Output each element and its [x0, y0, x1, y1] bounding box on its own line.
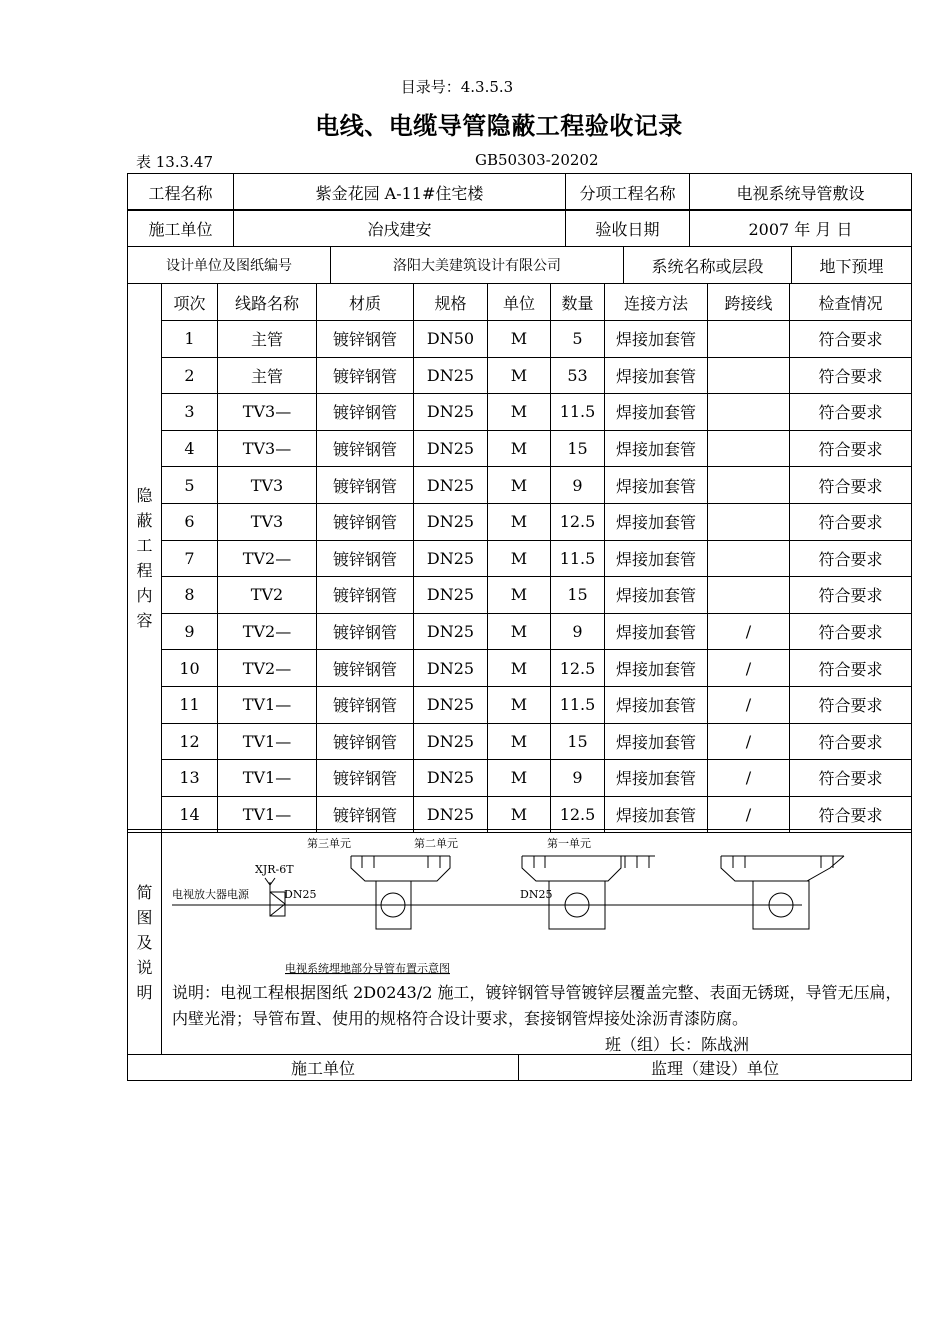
unit-cell: M [488, 760, 551, 797]
spec-cell: DN50 [414, 321, 488, 358]
quantity-cell: 9 [551, 467, 605, 504]
connection-cell: 焊接加套管 [605, 613, 708, 650]
jumper-cell: / [708, 613, 790, 650]
page-title: 电线、电缆导管隐蔽工程验收记录 [315, 111, 683, 140]
check-result-cell: 符合要求 [790, 503, 912, 540]
connection-cell: 焊接加套管 [605, 686, 708, 723]
check-result-cell: 符合要求 [790, 540, 912, 577]
spec-cell: DN25 [414, 613, 488, 650]
project-name-value: 紫金花园 A-11#住宅楼 [234, 174, 566, 211]
row-no-cell: 1 [162, 321, 218, 358]
unit-cell: M [488, 650, 551, 687]
building-unit3 [351, 856, 450, 929]
line-name-cell: 主管 [218, 321, 317, 358]
line-name-cell: TV1— [218, 686, 317, 723]
jumper-cell [708, 430, 790, 467]
spec-cell: DN25 [414, 760, 488, 797]
line-name-cell: TV2— [218, 613, 317, 650]
sketch-char: 图 [136, 907, 153, 927]
row-no-cell: 2 [162, 357, 218, 394]
check-result-cell: 符合要求 [790, 430, 912, 467]
jumper-cell: / [708, 650, 790, 687]
spec-cell: DN25 [414, 540, 488, 577]
row-no-cell: 12 [162, 723, 218, 760]
line-name-cell: 主管 [218, 357, 317, 394]
unit-cell: M [488, 613, 551, 650]
material-cell: 镀锌钢管 [317, 650, 414, 687]
row-no-cell: 8 [162, 577, 218, 614]
table-row [128, 321, 912, 358]
row-no-cell: 9 [162, 613, 218, 650]
line-name-cell: TV3 [218, 503, 317, 540]
col-header-check: 检查情况 [790, 284, 912, 321]
amp-model-label: XJR-6T [255, 863, 294, 876]
jumper-cell: / [708, 686, 790, 723]
unit-cell: M [488, 503, 551, 540]
sketch-char: 及 [136, 932, 153, 952]
material-cell: 镀锌钢管 [317, 540, 414, 577]
jumper-cell: / [708, 760, 790, 797]
sketch-char: 简 [136, 882, 153, 902]
connection-cell: 焊接加套管 [605, 760, 708, 797]
quantity-cell: 9 [551, 613, 605, 650]
table-row [128, 613, 912, 650]
material-cell: 镀锌钢管 [317, 686, 414, 723]
material-cell: 镀锌钢管 [317, 394, 414, 431]
section-char: 蔽 [136, 511, 153, 531]
col-header-qty: 数量 [551, 284, 605, 321]
quantity-cell: 5 [551, 321, 605, 358]
material-cell: 镀锌钢管 [317, 613, 414, 650]
connection-cell: 焊接加套管 [605, 723, 708, 760]
check-result-cell: 符合要求 [790, 613, 912, 650]
jumper-cell [708, 577, 790, 614]
jumper-cell [708, 503, 790, 540]
sub-project-value: 电视系统导管敷设 [690, 174, 912, 211]
col-header-jumper: 跨接线 [708, 284, 790, 321]
quantity-cell: 15 [551, 577, 605, 614]
table-row [128, 723, 912, 760]
section-char: 程 [136, 561, 153, 581]
row-no-cell: 3 [162, 394, 218, 431]
amplifier-symbol [265, 878, 285, 916]
line-name-cell: TV1— [218, 760, 317, 797]
line-name-cell: TV2— [218, 650, 317, 687]
table-header-row [128, 284, 912, 321]
sketch-section [127, 829, 912, 1055]
row-no-cell: 13 [162, 760, 218, 797]
connection-cell: 焊接加套管 [605, 796, 708, 833]
spec-cell: DN25 [414, 650, 488, 687]
unit1-label: 第一单元 [547, 837, 591, 850]
amp-power-label: 电视放大器电源 [172, 888, 249, 901]
row-no-cell: 6 [162, 503, 218, 540]
material-cell: 镀锌钢管 [317, 796, 414, 833]
quantity-cell: 15 [551, 723, 605, 760]
line-name-cell: TV2 [218, 577, 317, 614]
check-result-cell: 符合要求 [790, 577, 912, 614]
col-header-line: 线路名称 [218, 284, 317, 321]
info-row-project [127, 173, 912, 211]
table-row [128, 503, 912, 540]
spec-cell: DN25 [414, 686, 488, 723]
table-row [128, 796, 912, 833]
material-cell: 镀锌钢管 [317, 467, 414, 504]
conduit-table [127, 283, 912, 833]
unit-cell: M [488, 467, 551, 504]
builder-label: 施工单位 [128, 210, 234, 247]
col-header-no: 项次 [162, 284, 218, 321]
jumper-cell [708, 394, 790, 431]
check-result-cell: 符合要求 [790, 467, 912, 504]
signoff-builder: 施工单位 [128, 1055, 519, 1081]
material-cell: 镀锌钢管 [317, 430, 414, 467]
connection-cell: 焊接加套管 [605, 650, 708, 687]
section-char: 内 [136, 586, 153, 606]
connection-cell: 焊接加套管 [605, 503, 708, 540]
material-cell: 镀锌钢管 [317, 577, 414, 614]
table-row [128, 430, 912, 467]
row-no-cell: 10 [162, 650, 218, 687]
connection-cell: 焊接加套管 [605, 540, 708, 577]
system-label: 系统名称或层段 [624, 247, 792, 284]
connection-cell: 焊接加套管 [605, 357, 708, 394]
col-header-spec: 规格 [414, 284, 488, 321]
unit-cell: M [488, 321, 551, 358]
spec-cell: DN25 [414, 467, 488, 504]
sketch-note: 说明：电视工程根据图纸 2D0243/2 施工，镀锌钢管导管镀锌层覆盖完整、表面无锈斑，导管无压扁，内壁光滑；导管布置、使用的规格符合设计要求，套接钢管焊接处涂沥青漆防腐。 [172, 983, 902, 1028]
spec-cell: DN25 [414, 796, 488, 833]
table-row [128, 467, 912, 504]
line-name-cell: TV3— [218, 394, 317, 431]
table-row [128, 577, 912, 614]
spec-cell: DN25 [414, 430, 488, 467]
jumper-cell [708, 540, 790, 577]
spec-cell: DN25 [414, 723, 488, 760]
section-label-hidden-works [128, 284, 162, 833]
material-cell: 镀锌钢管 [317, 321, 414, 358]
builder-value: 冶戌建安 [234, 210, 566, 247]
quantity-cell: 11.5 [551, 394, 605, 431]
date-label: 验收日期 [566, 210, 690, 247]
pipe-spec-label-1: DN25 [284, 888, 317, 901]
jumper-cell [708, 321, 790, 358]
team-leader: 班（组）长：陈战洲 [605, 1035, 750, 1054]
catalog-number: 目录号：4.3.5.3 [400, 78, 514, 96]
unit-cell: M [488, 577, 551, 614]
designer-value: 洛阳大美建筑设计有限公司 [331, 247, 624, 284]
material-cell: 镀锌钢管 [317, 723, 414, 760]
unit3-label: 第三单元 [307, 837, 351, 850]
signoff-row [127, 1054, 912, 1081]
table-number: 表 13.3.47 [136, 153, 214, 171]
row-no-cell: 14 [162, 796, 218, 833]
jumper-cell: / [708, 723, 790, 760]
connection-cell: 焊接加套管 [605, 467, 708, 504]
line-name-cell: TV1— [218, 796, 317, 833]
table-row [128, 540, 912, 577]
diagram-caption: 电视系统埋地部分导管布置示意图 [285, 962, 450, 975]
spec-cell: DN25 [414, 577, 488, 614]
unit-cell: M [488, 796, 551, 833]
col-header-material: 材质 [317, 284, 414, 321]
check-result-cell: 符合要求 [790, 394, 912, 431]
table-row [128, 686, 912, 723]
standard-number: GB50303-20202 [475, 151, 599, 169]
system-value: 地下预埋 [792, 247, 912, 284]
sketch-char: 明 [136, 982, 153, 1002]
quantity-cell: 12.5 [551, 503, 605, 540]
jumper-cell [708, 467, 790, 504]
project-name-label: 工程名称 [128, 174, 234, 211]
row-no-cell: 11 [162, 686, 218, 723]
col-header-unit: 单位 [488, 284, 551, 321]
date-value: 2007 年 月 日 [690, 210, 912, 247]
signoff-supervisor: 监理（建设）单位 [519, 1055, 912, 1081]
sub-project-label: 分项工程名称 [566, 174, 690, 211]
check-result-cell: 符合要求 [790, 723, 912, 760]
unit-cell: M [488, 686, 551, 723]
spec-cell: DN25 [414, 503, 488, 540]
sketch-label [128, 830, 162, 1055]
col-header-connection: 连接方法 [605, 284, 708, 321]
quantity-cell: 11.5 [551, 686, 605, 723]
check-result-cell: 符合要求 [790, 686, 912, 723]
designer-label: 设计单位及图纸编号 [128, 247, 331, 284]
check-result-cell: 符合要求 [790, 760, 912, 797]
sketch-char: 说 [136, 957, 153, 977]
table-row [128, 357, 912, 394]
row-no-cell: 7 [162, 540, 218, 577]
unit-cell: M [488, 430, 551, 467]
line-name-cell: TV2— [218, 540, 317, 577]
connection-cell: 焊接加套管 [605, 394, 708, 431]
table-row [128, 394, 912, 431]
sketch-content [162, 830, 912, 1055]
material-cell: 镀锌钢管 [317, 760, 414, 797]
pipe-spec-label-2: DN25 [520, 888, 553, 901]
table-row [128, 650, 912, 687]
quantity-cell: 11.5 [551, 540, 605, 577]
connection-cell: 焊接加套管 [605, 430, 708, 467]
line-name-cell: TV1— [218, 723, 317, 760]
check-result-cell: 符合要求 [790, 357, 912, 394]
info-row-builder [127, 209, 912, 247]
quantity-cell: 53 [551, 357, 605, 394]
conduit-layout-diagram [162, 830, 910, 978]
quantity-cell: 15 [551, 430, 605, 467]
jumper-cell [708, 357, 790, 394]
material-cell: 镀锌钢管 [317, 357, 414, 394]
spec-cell: DN25 [414, 357, 488, 394]
unit-cell: M [488, 357, 551, 394]
connection-cell: 焊接加套管 [605, 321, 708, 358]
unit-cell: M [488, 394, 551, 431]
check-result-cell: 符合要求 [790, 321, 912, 358]
info-row-design [127, 246, 912, 284]
line-name-cell: TV3— [218, 430, 317, 467]
quantity-cell: 9 [551, 760, 605, 797]
unit2-label: 第二单元 [414, 837, 458, 850]
quantity-cell: 12.5 [551, 650, 605, 687]
section-char: 隐 [136, 486, 153, 506]
section-char: 容 [136, 611, 153, 631]
spec-cell: DN25 [414, 394, 488, 431]
unit-cell: M [488, 540, 551, 577]
building-unit1 [721, 856, 844, 929]
check-result-cell: 符合要求 [790, 650, 912, 687]
table-row [128, 760, 912, 797]
connection-cell: 焊接加套管 [605, 577, 708, 614]
row-no-cell: 5 [162, 467, 218, 504]
quantity-cell: 12.5 [551, 796, 605, 833]
material-cell: 镀锌钢管 [317, 503, 414, 540]
check-result-cell: 符合要求 [790, 796, 912, 833]
section-char: 工 [136, 536, 153, 556]
line-name-cell: TV3 [218, 467, 317, 504]
unit-cell: M [488, 723, 551, 760]
row-no-cell: 4 [162, 430, 218, 467]
jumper-cell: / [708, 796, 790, 833]
